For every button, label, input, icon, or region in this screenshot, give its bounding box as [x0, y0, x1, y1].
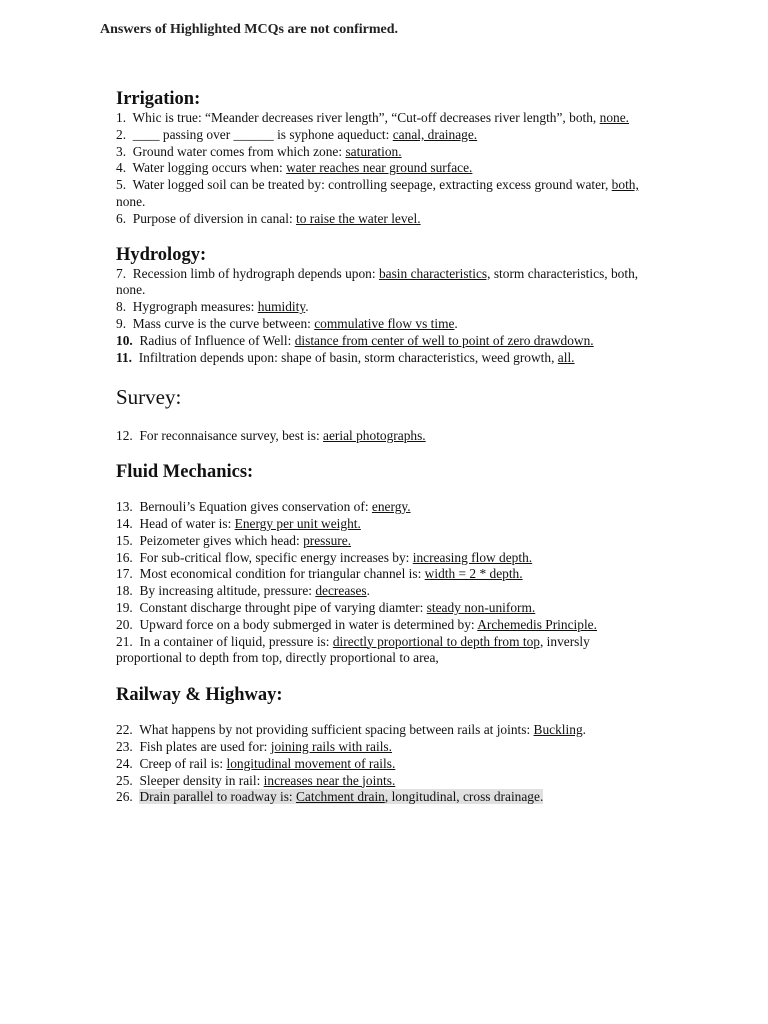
answer: Energy per unit weight.: [234, 515, 361, 531]
answer: humidity: [257, 299, 306, 315]
question-text: Creep of rail is:: [139, 755, 227, 771]
question-8: [116, 299, 656, 316]
question-number: 22.: [116, 722, 133, 738]
question-text: .: [582, 722, 587, 738]
answer: both,: [611, 177, 639, 193]
answer: joining rails with rails.: [270, 738, 392, 754]
question-5: [116, 177, 656, 211]
question-number: 14.: [116, 515, 133, 531]
question-text: Water logged soil can be treated by: controlling seepage, extracting excess ground water,: [132, 177, 612, 193]
question-10: [116, 333, 656, 350]
question-text: Most economical condition for triangular channel is:: [139, 566, 425, 582]
question-23: [116, 739, 656, 756]
question-text: .: [305, 299, 309, 315]
question-text: For sub-critical flow, specific energy increases by:: [139, 549, 413, 565]
answer: energy.: [371, 499, 411, 515]
question-text: Radius of Influence of Well:: [139, 332, 295, 348]
question-6: [116, 211, 656, 228]
question-number: 4.: [116, 160, 127, 176]
question-number: 10.: [116, 332, 133, 348]
question-text: .: [454, 315, 458, 331]
question-text: inversly proportional to depth from top, directly proportional to area,: [116, 633, 590, 666]
question-3: [116, 144, 656, 161]
answer: water reaches near ground surface.: [286, 160, 473, 176]
question-text: Infiltration depends upon: shape of basin, storm characteristics, weed growth,: [138, 349, 558, 365]
answer: width = 2 * depth.: [424, 566, 523, 582]
question-text: Mass curve is the curve between:: [132, 315, 315, 331]
answer: basin characteristics,: [378, 265, 491, 281]
question-number: 16.: [116, 549, 133, 565]
question-12: [116, 428, 656, 445]
answer: none.: [599, 110, 630, 125]
answer: steady non-uniform.: [426, 599, 536, 615]
question-22: [116, 722, 656, 739]
answer: all.: [557, 349, 575, 365]
answer: saturation.: [345, 143, 402, 159]
question-number: 9.: [116, 315, 127, 331]
blank: ____: [132, 126, 160, 142]
question-number: 19.: [116, 599, 133, 615]
question-text: Bernouli’s Equation gives conservation of:: [139, 499, 372, 515]
answer: commulative flow vs time: [314, 315, 455, 331]
question-9: [116, 316, 656, 333]
question-text: For reconnaisance survey, best is:: [139, 428, 324, 444]
document-content: [116, 88, 656, 806]
answer: pressure.: [303, 532, 352, 548]
blank: ______: [233, 126, 274, 142]
answer: Archemedis Principle.: [477, 616, 597, 632]
question-13: [116, 499, 656, 516]
question-number: 23.: [116, 738, 133, 754]
question-26: [116, 789, 656, 806]
question-number: 1.: [116, 110, 127, 125]
question-21: [116, 634, 656, 668]
question-text: passing over: [159, 126, 234, 142]
answer: canal, drainage.: [392, 126, 478, 142]
question-16: [116, 550, 656, 567]
question-number: 12.: [116, 428, 133, 444]
question-4: [116, 160, 656, 177]
question-25: [116, 773, 656, 790]
section-title-hydrology: Hydrology:: [116, 244, 207, 265]
question-text: .: [366, 583, 370, 599]
question-18: [116, 583, 656, 600]
question-number: 24.: [116, 755, 133, 771]
question-text: Whic is true: “Meander decreases river length”, “Cut-off decreases river length”, both,: [132, 110, 600, 125]
question-number: 17.: [116, 566, 133, 582]
question-15: [116, 533, 656, 550]
question-text: Upward force on a body submerged in water is determined by:: [139, 616, 478, 632]
question-number: 26.: [116, 789, 133, 805]
question-number: 18.: [116, 583, 133, 599]
question-text: By increasing altitude, pressure:: [139, 583, 316, 599]
question-text: Purpose of diversion in canal:: [132, 210, 297, 226]
question-11: [116, 350, 656, 367]
question-text: Water logging occurs when:: [132, 160, 287, 176]
question-text: What happens by not providing sufficient spacing between rails at joints:: [139, 722, 534, 738]
question-20: [116, 617, 656, 634]
question-text: none.: [116, 193, 146, 209]
question-text: Peizometer gives which head:: [139, 532, 304, 548]
section-title-irrigation: Irrigation:: [116, 89, 201, 109]
answer: to raise the water level.: [296, 210, 421, 226]
question-number: 8.: [116, 299, 127, 315]
question-text: Ground water comes from which zone:: [132, 143, 346, 159]
question-text: Hygrograph measures:: [132, 299, 258, 315]
answer: longitudinal movement of rails.: [226, 755, 396, 771]
question-text: Head of water is:: [139, 515, 235, 531]
question-14: [116, 516, 656, 533]
question-number: 7.: [116, 265, 127, 281]
answer: increases near the joints.: [263, 772, 396, 788]
question-1: [116, 110, 656, 127]
question-text: Constant discharge throught pipe of varying diamter:: [139, 599, 427, 615]
question-17: [116, 566, 656, 583]
question-number: 5.: [116, 177, 127, 193]
question-text: In a container of liquid, pressure is:: [139, 633, 333, 649]
question-7: [116, 266, 656, 300]
highlighted-question: [139, 789, 543, 804]
question-number: 2.: [116, 126, 127, 142]
question-text: Sleeper density in rail:: [139, 772, 264, 788]
answer: Buckling: [533, 722, 583, 738]
answer: distance from center of well to point of zero drawdown.: [294, 332, 594, 348]
answer: increasing flow depth.: [412, 549, 533, 565]
question-number: 15.: [116, 532, 133, 548]
question-24: [116, 756, 656, 773]
question-2: [116, 127, 656, 144]
question-text: Fish plates are used for:: [139, 738, 271, 754]
question-number: 3.: [116, 143, 127, 159]
answer: decreases: [315, 583, 367, 599]
answer: aerial photographs.: [323, 428, 426, 444]
question-text: Recession limb of hydrograph depends upon:: [132, 265, 379, 281]
question-number: 20.: [116, 616, 133, 632]
question-text: Drain parallel to roadway is:: [139, 789, 296, 805]
section-title-fluid-mechanics: Fluid Mechanics:: [116, 462, 254, 483]
answer: Catchment drain: [296, 789, 385, 805]
question-19: [116, 600, 656, 617]
section-title-survey: Survey:: [116, 385, 182, 410]
question-text: storm characteristics, both, none.: [116, 265, 639, 298]
section-title-railway-highway: Railway & Highway:: [116, 685, 283, 706]
header-note: Answers of Highlighted MCQs are not confirmed.: [100, 22, 398, 37]
question-number: 25.: [116, 772, 133, 788]
question-number: 11.: [116, 349, 132, 365]
question-number: 6.: [116, 210, 127, 226]
question-text: , longitudinal, cross drainage.: [384, 789, 544, 805]
answer: directly proportional to depth from top,: [332, 633, 544, 649]
question-text: is syphone aqueduct:: [273, 126, 393, 142]
question-number: 13.: [116, 499, 133, 515]
question-number: 21.: [116, 633, 133, 649]
